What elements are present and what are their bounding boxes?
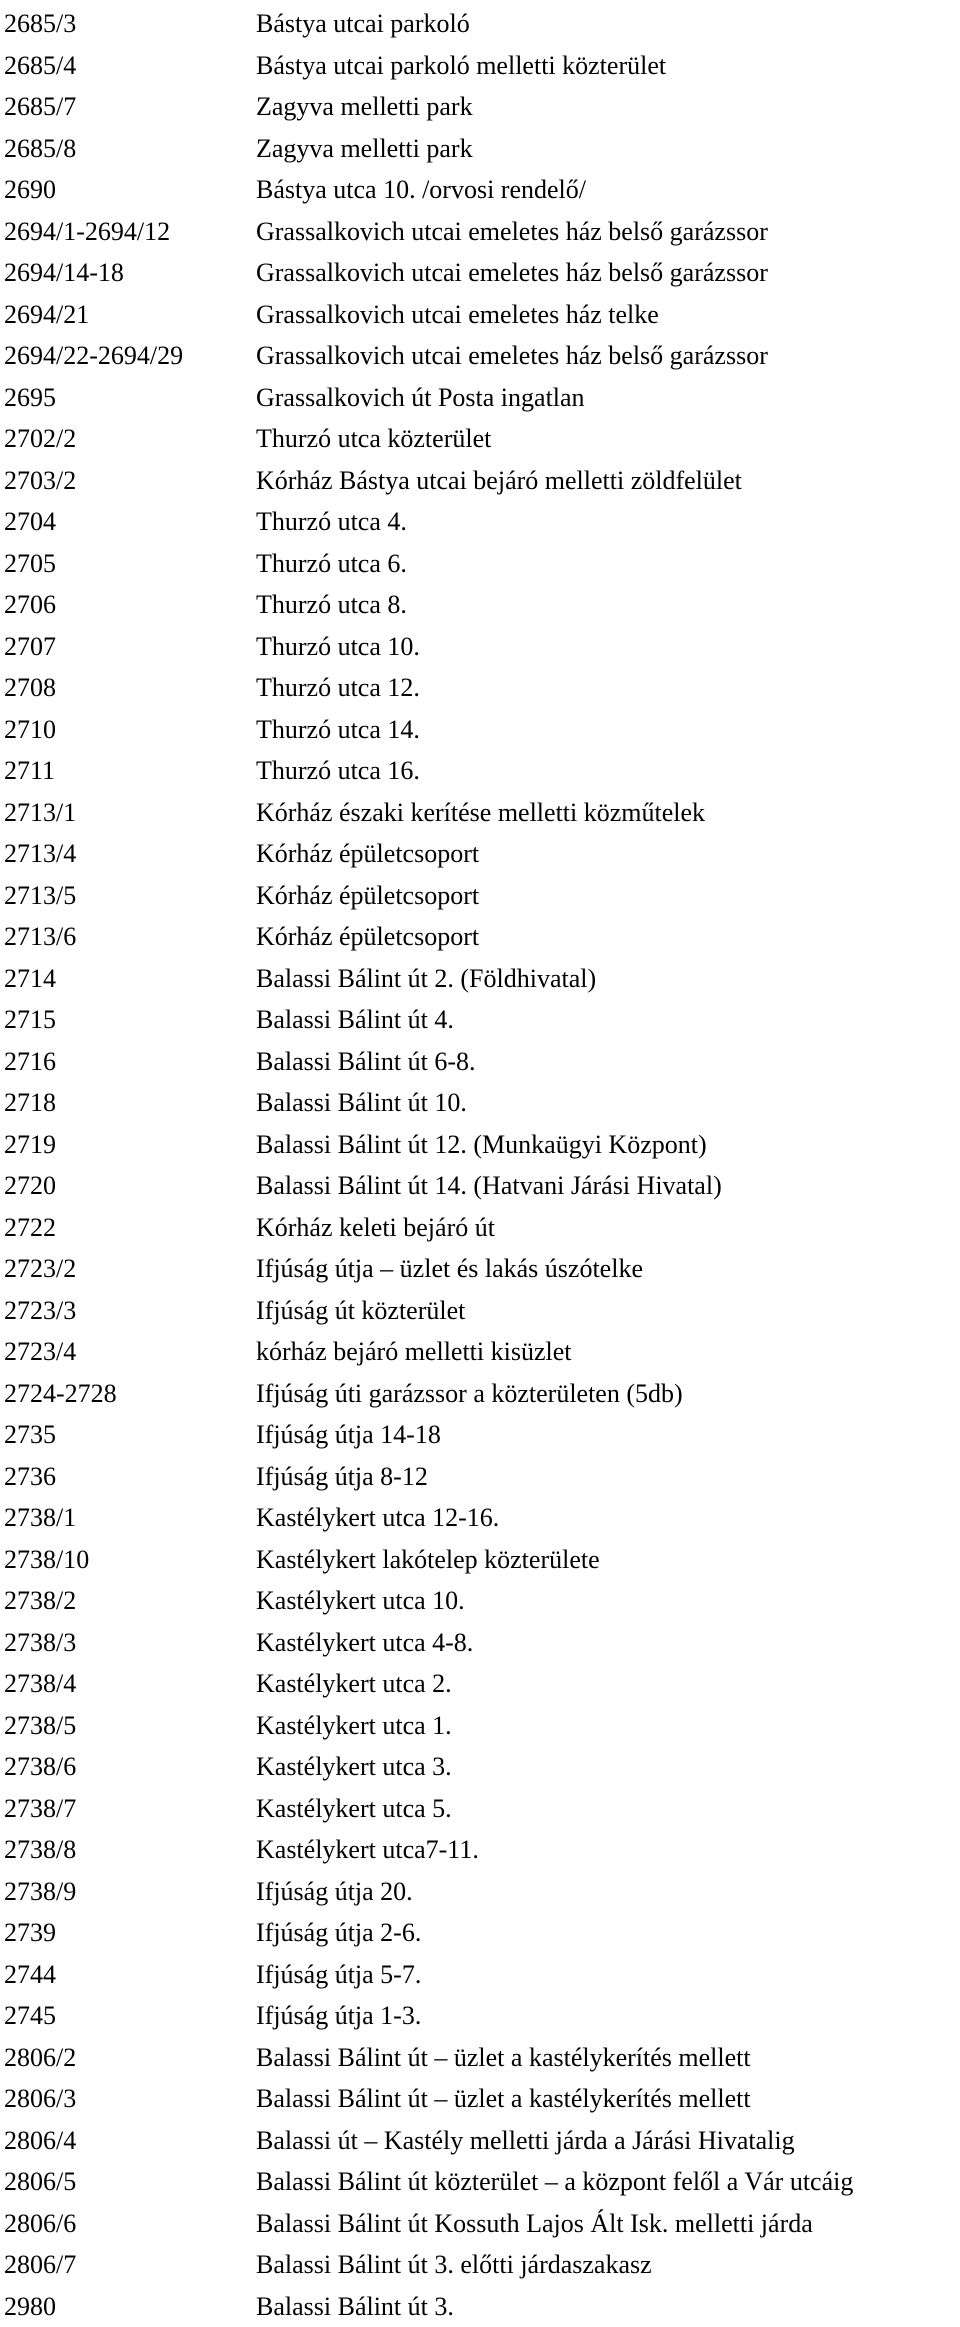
parcel-description: Ifjúság útja 5-7. bbox=[256, 1954, 960, 1996]
table-row bbox=[0, 128, 960, 170]
parcel-description: Balassi Bálint út 12. (Munkaügyi Központ) bbox=[256, 1124, 960, 1166]
parcel-number: 2739 bbox=[0, 1912, 256, 1954]
table-row bbox=[0, 335, 960, 377]
table-row bbox=[0, 3, 960, 45]
parcel-number: 2704 bbox=[0, 501, 256, 543]
parcel-number: 2738/10 bbox=[0, 1539, 256, 1581]
parcel-description: Kórház északi kerítése melletti közműtelek bbox=[256, 792, 960, 834]
parcel-number: 2715 bbox=[0, 999, 256, 1041]
parcel-number: 2685/3 bbox=[0, 3, 256, 45]
parcel-number: 2738/3 bbox=[0, 1622, 256, 1664]
parcel-description: Balassi Bálint út 4. bbox=[256, 999, 960, 1041]
table-row bbox=[0, 294, 960, 336]
parcel-description: Balassi Bálint út 2. (Földhivatal) bbox=[256, 958, 960, 1000]
table-row bbox=[0, 1912, 960, 1954]
table-row bbox=[0, 1954, 960, 1996]
parcel-number: 2713/6 bbox=[0, 916, 256, 958]
parcel-number: 2707 bbox=[0, 626, 256, 668]
table-row bbox=[0, 1207, 960, 1249]
parcel-description: Kastélykert utca 10. bbox=[256, 1580, 960, 1622]
parcel-description: Thurzó utca 4. bbox=[256, 501, 960, 543]
parcel-description: Kórház épületcsoport bbox=[256, 833, 960, 875]
parcel-number: 2695 bbox=[0, 377, 256, 419]
table-row bbox=[0, 958, 960, 1000]
parcel-description: Ifjúság útja 1-3. bbox=[256, 1995, 960, 2037]
table-row bbox=[0, 1622, 960, 1664]
table-row bbox=[0, 2120, 960, 2162]
parcel-number: 2716 bbox=[0, 1041, 256, 1083]
table-row bbox=[0, 626, 960, 668]
table-row bbox=[0, 460, 960, 502]
parcel-description: Kastélykert utca 2. bbox=[256, 1663, 960, 1705]
table-row bbox=[0, 667, 960, 709]
parcel-description: Balassi út – Kastély melletti járda a Járási Hivatalig bbox=[256, 2120, 960, 2162]
parcel-number: 2713/5 bbox=[0, 875, 256, 917]
table-row bbox=[0, 45, 960, 87]
parcel-number: 2736 bbox=[0, 1456, 256, 1498]
table-row bbox=[0, 1041, 960, 1083]
parcel-description: Zagyva melletti park bbox=[256, 128, 960, 170]
table-row bbox=[0, 1124, 960, 1166]
parcel-number: 2806/5 bbox=[0, 2161, 256, 2203]
table-row bbox=[0, 2244, 960, 2286]
parcel-description: Kórház épületcsoport bbox=[256, 875, 960, 917]
parcel-number: 2738/8 bbox=[0, 1829, 256, 1871]
parcel-description: Thurzó utca 6. bbox=[256, 543, 960, 585]
parcel-description: Grassalkovich utcai emeletes ház belső garázssor bbox=[256, 252, 960, 294]
parcel-number: 2714 bbox=[0, 958, 256, 1000]
parcel-description: Kastélykert utca 4-8. bbox=[256, 1622, 960, 1664]
parcel-number: 2694/21 bbox=[0, 294, 256, 336]
table-row bbox=[0, 1829, 960, 1871]
parcel-description: Kastélykert utca 5. bbox=[256, 1788, 960, 1830]
parcel-description: Grassalkovich utcai emeletes ház belső garázssor bbox=[256, 211, 960, 253]
parcel-description: Kastélykert lakótelep közterülete bbox=[256, 1539, 960, 1581]
parcel-description: Bástya utcai parkoló bbox=[256, 3, 960, 45]
parcel-description: Thurzó utca közterület bbox=[256, 418, 960, 460]
parcel-number: 2723/4 bbox=[0, 1331, 256, 1373]
parcel-number: 2705 bbox=[0, 543, 256, 585]
table-row bbox=[0, 1331, 960, 1373]
table-row bbox=[0, 2203, 960, 2245]
table-row bbox=[0, 750, 960, 792]
parcel-number: 2720 bbox=[0, 1165, 256, 1207]
parcel-number: 2738/5 bbox=[0, 1705, 256, 1747]
table-row bbox=[0, 1580, 960, 1622]
parcel-number: 2685/7 bbox=[0, 86, 256, 128]
table-row bbox=[0, 501, 960, 543]
parcel-description: Bástya utca 10. /orvosi rendelő/ bbox=[256, 169, 960, 211]
parcel-description: Ifjúság útja 20. bbox=[256, 1871, 960, 1913]
parcel-number: 2723/2 bbox=[0, 1248, 256, 1290]
table-row bbox=[0, 1373, 960, 1415]
parcel-number: 2806/2 bbox=[0, 2037, 256, 2079]
parcel-description: Thurzó utca 14. bbox=[256, 709, 960, 751]
parcel-number: 2690 bbox=[0, 169, 256, 211]
parcel-number: 2685/4 bbox=[0, 45, 256, 87]
table-row bbox=[0, 1497, 960, 1539]
parcel-number: 2722 bbox=[0, 1207, 256, 1249]
table-row bbox=[0, 792, 960, 834]
table-row bbox=[0, 916, 960, 958]
parcel-number: 2711 bbox=[0, 750, 256, 792]
parcel-number: 2980 bbox=[0, 2286, 256, 2327]
table-row bbox=[0, 211, 960, 253]
parcel-description: Zagyva melletti park bbox=[256, 86, 960, 128]
table-row bbox=[0, 1165, 960, 1207]
parcel-description: Grassalkovich utcai emeletes ház telke bbox=[256, 294, 960, 336]
parcel-description: Kastélykert utca 1. bbox=[256, 1705, 960, 1747]
parcel-number: 2723/3 bbox=[0, 1290, 256, 1332]
parcel-description: Ifjúság útja 2-6. bbox=[256, 1912, 960, 1954]
parcel-number: 2685/8 bbox=[0, 128, 256, 170]
table-row bbox=[0, 418, 960, 460]
table-row bbox=[0, 1539, 960, 1581]
table-row bbox=[0, 252, 960, 294]
parcel-description: Ifjúság út közterület bbox=[256, 1290, 960, 1332]
table-row bbox=[0, 709, 960, 751]
table-row bbox=[0, 1290, 960, 1332]
table-row bbox=[0, 1871, 960, 1913]
parcel-description: Ifjúság úti garázssor a közterületen (5db) bbox=[256, 1373, 960, 1415]
parcel-number: 2806/4 bbox=[0, 2120, 256, 2162]
parcel-number: 2738/2 bbox=[0, 1580, 256, 1622]
parcel-description: Thurzó utca 16. bbox=[256, 750, 960, 792]
parcel-number: 2745 bbox=[0, 1995, 256, 2037]
table-row bbox=[0, 999, 960, 1041]
parcel-number: 2710 bbox=[0, 709, 256, 751]
parcel-description: Balassi Bálint út 10. bbox=[256, 1082, 960, 1124]
parcel-number: 2713/4 bbox=[0, 833, 256, 875]
parcel-number: 2738/6 bbox=[0, 1746, 256, 1788]
parcel-description: Ifjúság útja – üzlet és lakás úszótelke bbox=[256, 1248, 960, 1290]
parcel-number: 2694/1-2694/12 bbox=[0, 211, 256, 253]
parcel-number: 2719 bbox=[0, 1124, 256, 1166]
parcel-number: 2738/9 bbox=[0, 1871, 256, 1913]
table-row bbox=[0, 1746, 960, 1788]
table-row bbox=[0, 2078, 960, 2120]
parcel-number: 2718 bbox=[0, 1082, 256, 1124]
table-row bbox=[0, 1414, 960, 1456]
table-row bbox=[0, 833, 960, 875]
parcel-description: Balassi Bálint út – üzlet a kastélykerítés mellett bbox=[256, 2037, 960, 2079]
parcel-number: 2703/2 bbox=[0, 460, 256, 502]
parcel-list bbox=[0, 3, 960, 2327]
parcel-description: Balassi Bálint út – üzlet a kastélykerítés mellett bbox=[256, 2078, 960, 2120]
parcel-description: Ifjúság útja 14-18 bbox=[256, 1414, 960, 1456]
table-row bbox=[0, 169, 960, 211]
parcel-number: 2744 bbox=[0, 1954, 256, 1996]
parcel-number: 2694/22-2694/29 bbox=[0, 335, 256, 377]
parcel-description: Thurzó utca 12. bbox=[256, 667, 960, 709]
parcel-description: Kórház épületcsoport bbox=[256, 916, 960, 958]
parcel-number: 2806/3 bbox=[0, 2078, 256, 2120]
parcel-number: 2694/14-18 bbox=[0, 252, 256, 294]
table-row bbox=[0, 2286, 960, 2327]
parcel-number: 2713/1 bbox=[0, 792, 256, 834]
parcel-number: 2702/2 bbox=[0, 418, 256, 460]
parcel-description: Kórház Bástya utcai bejáró melletti zöldfelület bbox=[256, 460, 960, 502]
parcel-description: Balassi Bálint út közterület – a központ felől a Vár utcáig bbox=[256, 2161, 960, 2203]
table-row bbox=[0, 377, 960, 419]
parcel-description: Kastélykert utca 12-16. bbox=[256, 1497, 960, 1539]
parcel-description: Balassi Bálint út 6-8. bbox=[256, 1041, 960, 1083]
parcel-description: Thurzó utca 10. bbox=[256, 626, 960, 668]
parcel-description: Kórház keleti bejáró út bbox=[256, 1207, 960, 1249]
parcel-number: 2738/1 bbox=[0, 1497, 256, 1539]
table-row bbox=[0, 86, 960, 128]
table-row bbox=[0, 1995, 960, 2037]
parcel-number: 2706 bbox=[0, 584, 256, 626]
parcel-description: Balassi Bálint út Kossuth Lajos Ált Isk. melletti járda bbox=[256, 2203, 960, 2245]
parcel-description: Grassalkovich út Posta ingatlan bbox=[256, 377, 960, 419]
parcel-description: Kastélykert utca 3. bbox=[256, 1746, 960, 1788]
parcel-description: Ifjúság útja 8-12 bbox=[256, 1456, 960, 1498]
table-row bbox=[0, 1788, 960, 1830]
parcel-description: Balassi Bálint út 3. előtti járdaszakasz bbox=[256, 2244, 960, 2286]
table-row bbox=[0, 1663, 960, 1705]
parcel-number: 2735 bbox=[0, 1414, 256, 1456]
table-row bbox=[0, 1248, 960, 1290]
table-row bbox=[0, 1082, 960, 1124]
table-row bbox=[0, 2037, 960, 2079]
parcel-number: 2806/6 bbox=[0, 2203, 256, 2245]
table-row bbox=[0, 875, 960, 917]
parcel-description: Balassi Bálint út 3. bbox=[256, 2286, 960, 2327]
parcel-description: kórház bejáró melletti kisüzlet bbox=[256, 1331, 960, 1373]
table-row bbox=[0, 1705, 960, 1747]
parcel-description: Kastélykert utca7-11. bbox=[256, 1829, 960, 1871]
table-row bbox=[0, 1456, 960, 1498]
parcel-number: 2724-2728 bbox=[0, 1373, 256, 1415]
parcel-description: Bástya utcai parkoló melletti közterület bbox=[256, 45, 960, 87]
table-row bbox=[0, 584, 960, 626]
parcel-number: 2738/7 bbox=[0, 1788, 256, 1830]
parcel-number: 2738/4 bbox=[0, 1663, 256, 1705]
parcel-description: Thurzó utca 8. bbox=[256, 584, 960, 626]
table-row bbox=[0, 543, 960, 585]
parcel-description: Balassi Bálint út 14. (Hatvani Járási Hivatal) bbox=[256, 1165, 960, 1207]
parcel-number: 2806/7 bbox=[0, 2244, 256, 2286]
parcel-description: Grassalkovich utcai emeletes ház belső garázssor bbox=[256, 335, 960, 377]
parcel-number: 2708 bbox=[0, 667, 256, 709]
table-row bbox=[0, 2161, 960, 2203]
